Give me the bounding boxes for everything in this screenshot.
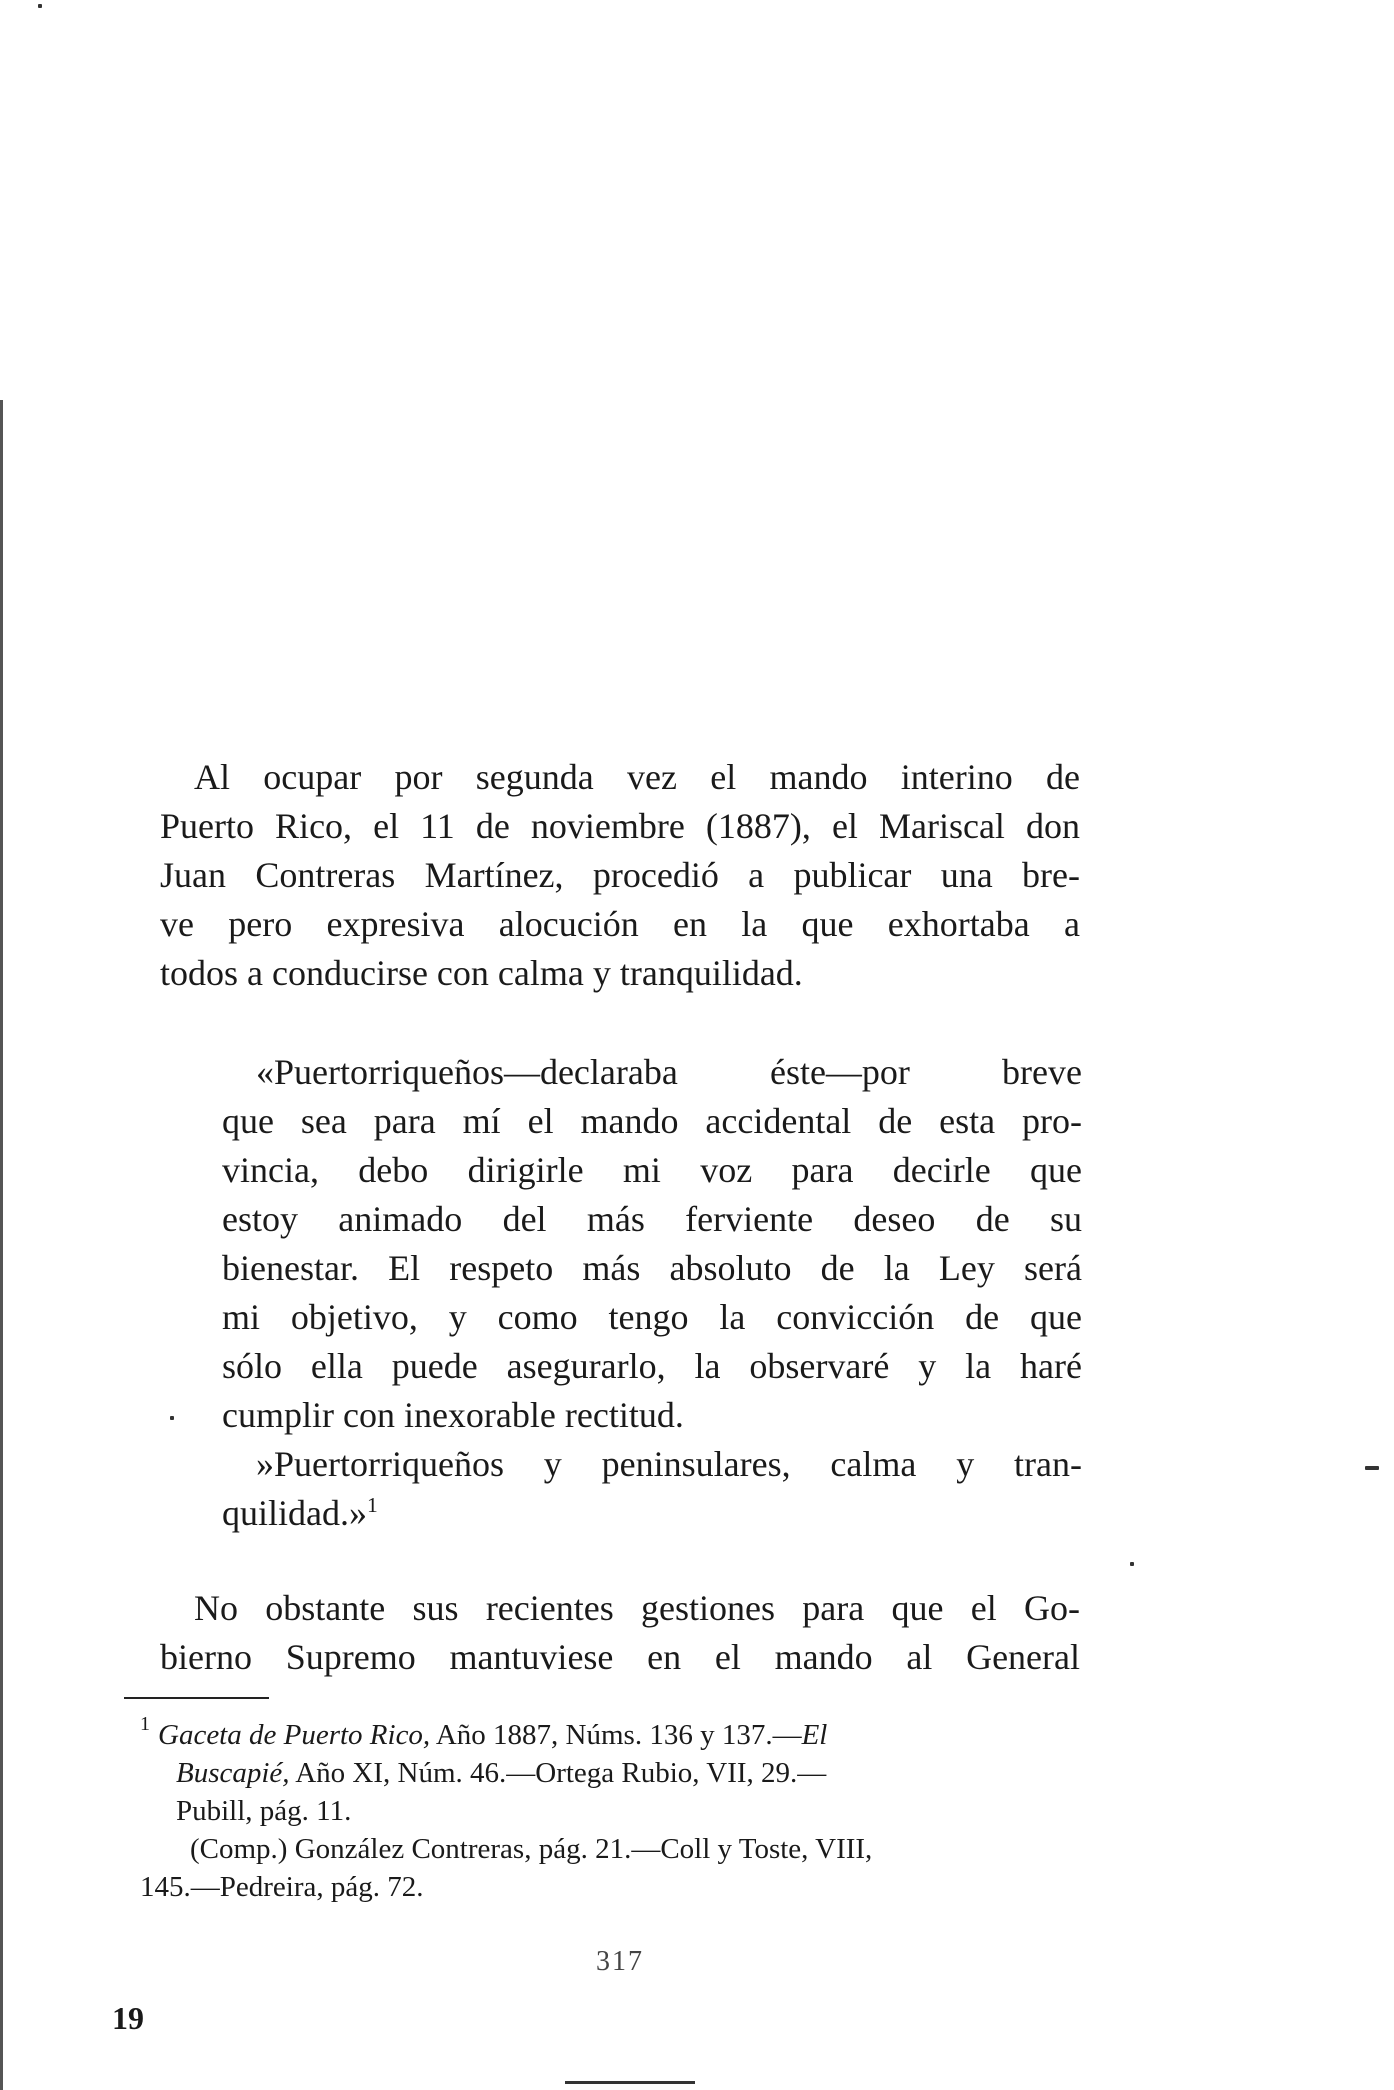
- text-line: todos a conducirse con calma y tranquilidad.: [160, 953, 803, 993]
- citation-title: Buscapié,: [176, 1757, 290, 1789]
- text-line: vincia, debo dirigirle mi voz para decirle que: [222, 1150, 1082, 1190]
- footnote: [140, 1705, 1085, 1906]
- text-line: No obstante sus recientes gestiones para que el Go-: [194, 1588, 1080, 1628]
- footnote-marker: 1: [140, 1713, 150, 1735]
- footnote-line: 145.—Pedreira, pág. 72.: [140, 1871, 424, 1903]
- text-line: bierno Supremo mantuviese en el mando al General: [160, 1637, 1080, 1677]
- text-line: ve pero expresiva alocución en la que exhortaba a: [160, 904, 1080, 944]
- paragraph-2: [160, 1584, 1080, 1682]
- speck: [1365, 1466, 1379, 1470]
- text-line: estoy animado del más ferviente deseo de su: [222, 1199, 1082, 1239]
- text-line: Al ocupar por segunda vez el mando interino de: [194, 757, 1080, 797]
- footnote-rule: [124, 1697, 269, 1699]
- text-line: [222, 1489, 1082, 1538]
- text-line: mi objetivo, y como tengo la convicción de que: [222, 1297, 1082, 1337]
- text-fragment: Año XI, Núm. 46.—Ortega Rubio, VII, 29.—: [289, 1757, 827, 1789]
- footnote-line: Pubill, pág. 11.: [176, 1795, 352, 1827]
- speck: [38, 4, 42, 8]
- text-fragment: quilidad.»: [222, 1493, 367, 1533]
- bottom-rule: [565, 2081, 695, 2084]
- text-line: que sea para mí el mando accidental de esta pro-: [222, 1101, 1082, 1141]
- text-line: Juan Contreras Martínez, procedió a publicar una bre-: [160, 855, 1080, 895]
- text-line: «Puertorriqueños—declaraba éste—por breve: [256, 1052, 1082, 1092]
- citation-title: El: [801, 1719, 828, 1751]
- text-line: Puerto Rico, el 11 de noviembre (1887), el Mariscal don: [160, 806, 1080, 846]
- footnote-line: (Comp.) González Contreras, pág. 21.—Coll y Toste, VIII,: [190, 1833, 873, 1865]
- binding-edge: [0, 400, 3, 2090]
- text-line: cumplir con inexorable rectitud.: [222, 1395, 684, 1435]
- footnote-reference: 1: [366, 1493, 378, 1517]
- text-line: bienestar. El respeto más absoluto de la Ley será: [222, 1248, 1082, 1288]
- paragraph-1: [160, 753, 1080, 998]
- signature-mark: 19: [112, 2000, 144, 2036]
- speck: [1130, 1562, 1134, 1566]
- footnote-line: [140, 1754, 1085, 1792]
- text-line: »Puertorriqueños y peninsulares, calma y tran-: [256, 1444, 1082, 1484]
- footnote-line: [140, 1705, 1085, 1754]
- text-line: sólo ella puede asegurarlo, la observaré y la haré: [222, 1346, 1082, 1386]
- citation-title: Gaceta de Puerto Rico,: [158, 1719, 431, 1751]
- text-fragment: Año 1887, Núms. 136 y 137.—: [430, 1719, 802, 1751]
- speck: [170, 1416, 174, 1420]
- page-number: 317: [596, 1946, 644, 1977]
- quoted-proclamation: [222, 1048, 1082, 1538]
